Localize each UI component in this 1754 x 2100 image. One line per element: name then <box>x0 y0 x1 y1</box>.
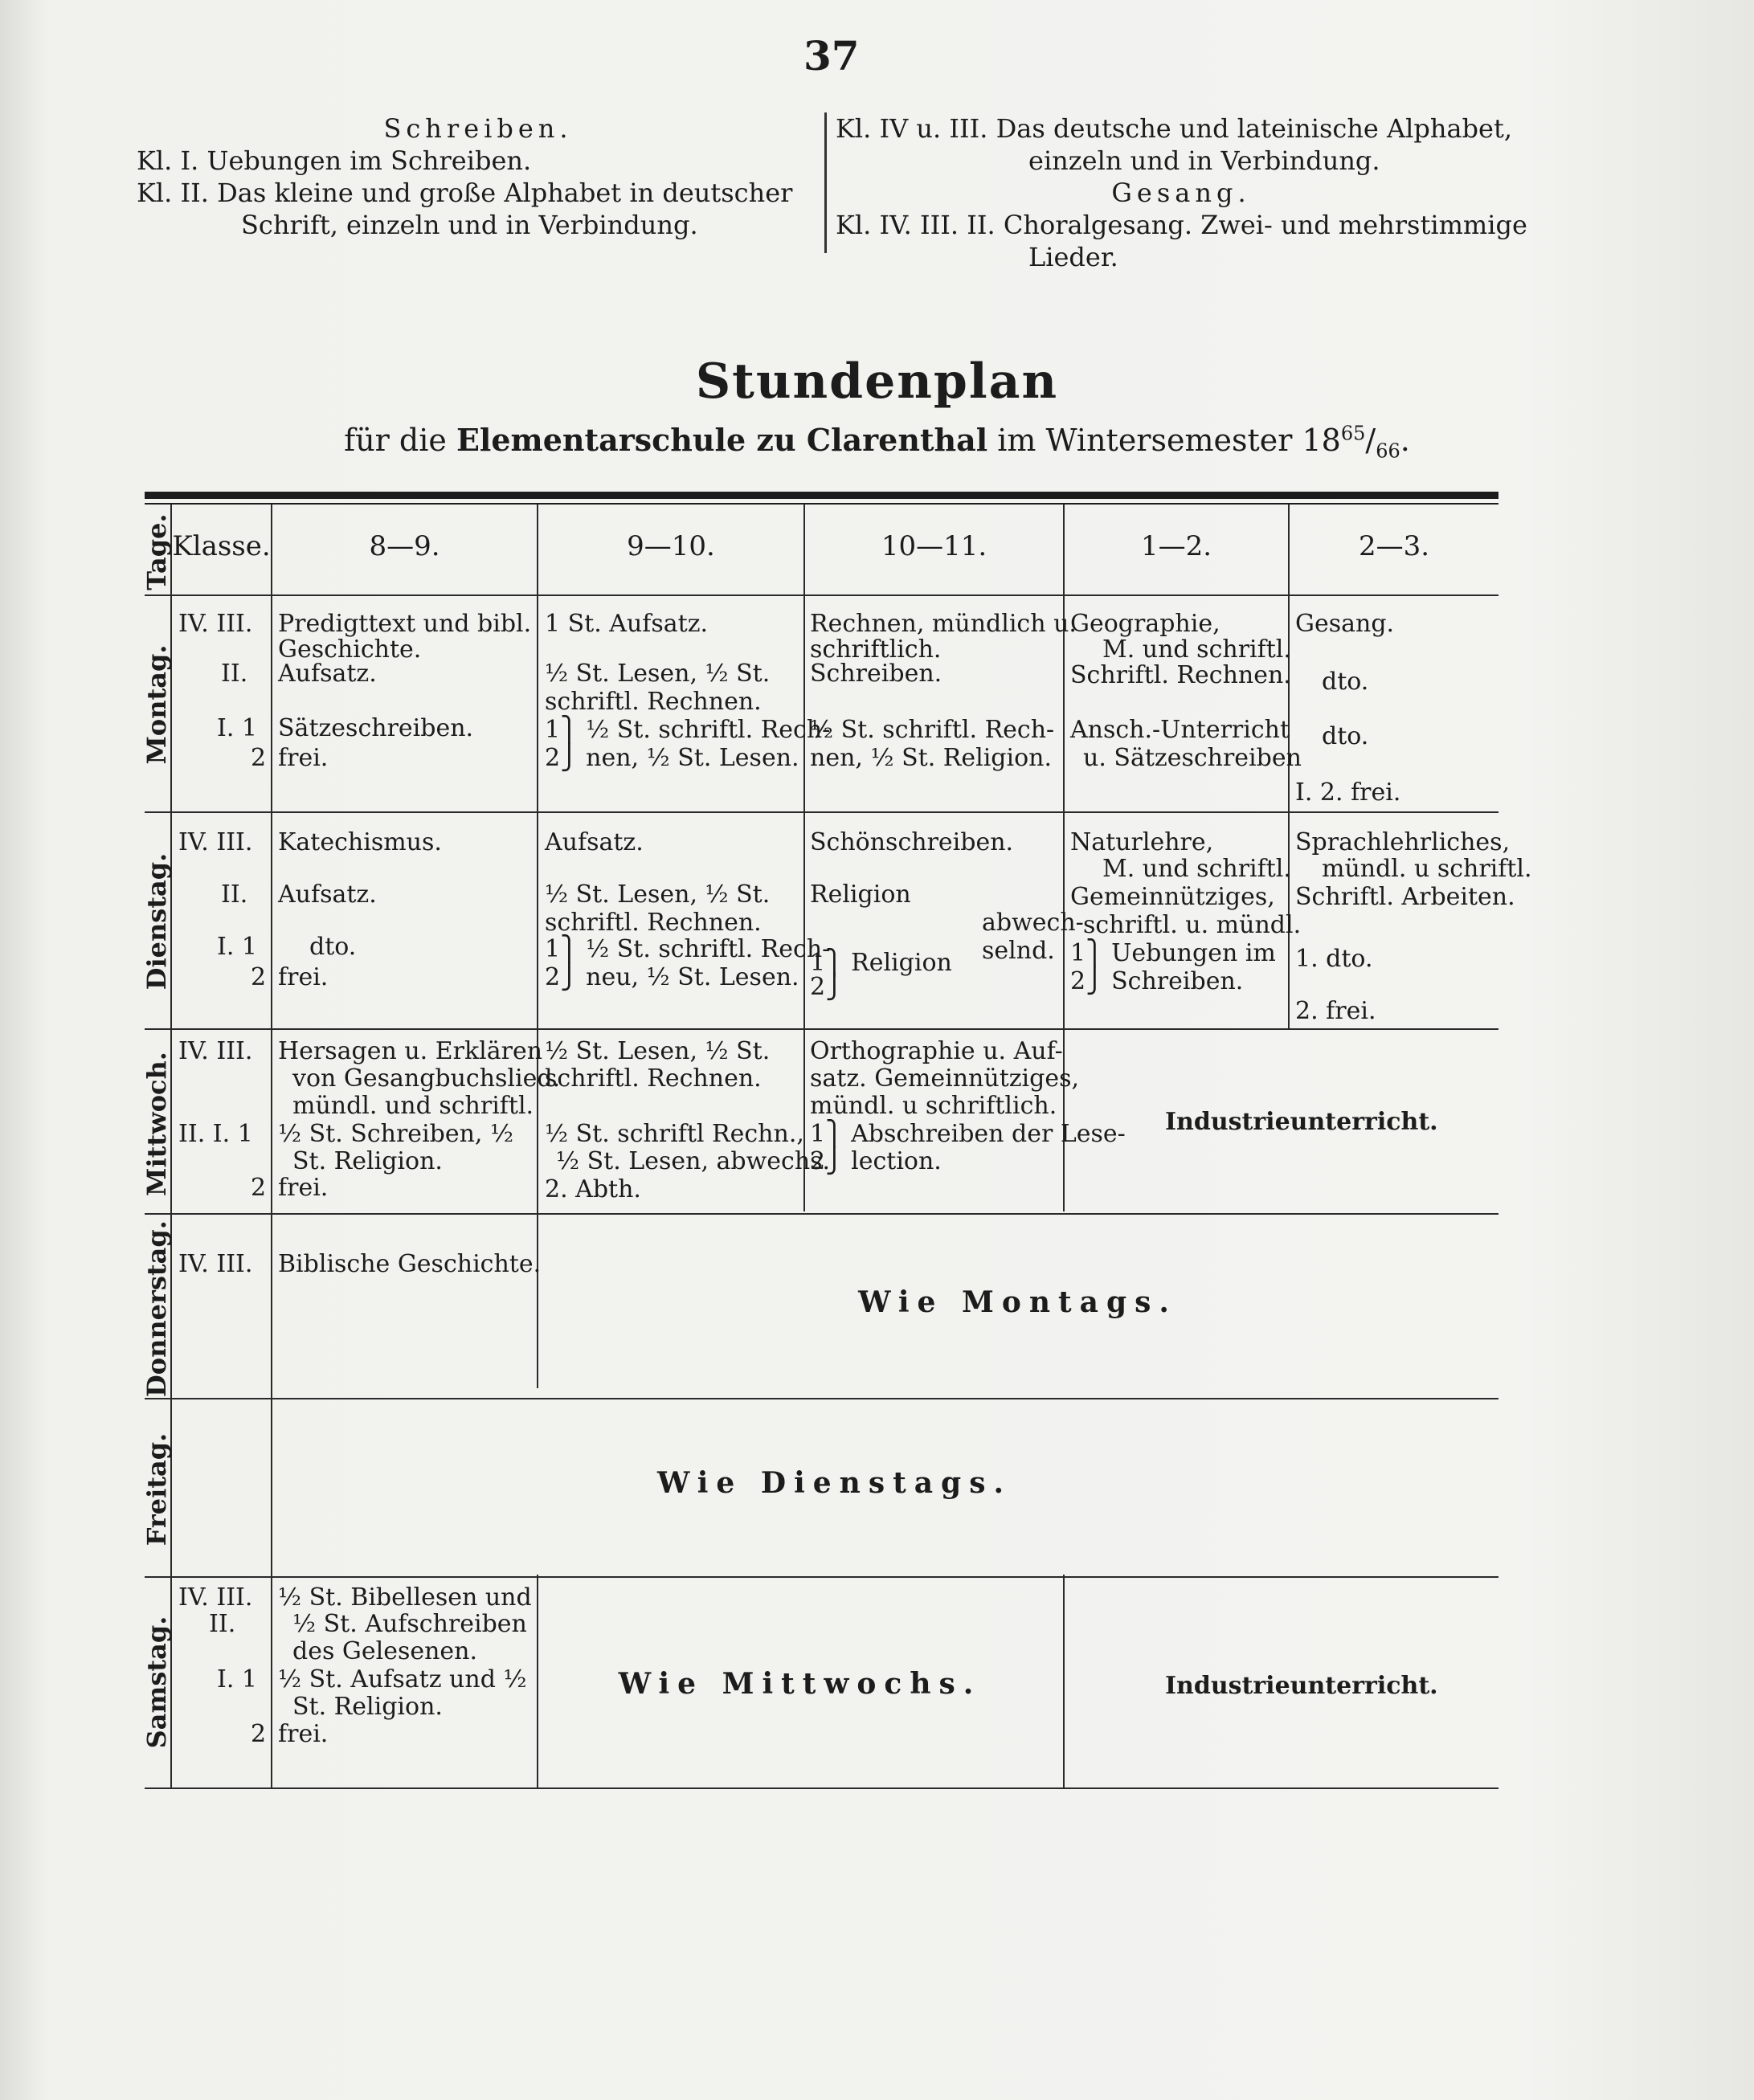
lesson-cell: Katechismus. <box>278 828 442 856</box>
grid-line <box>803 505 805 1211</box>
lesson-cell: Industrieunterricht. <box>1165 1672 1438 1700</box>
page-title: Stundenplan <box>695 353 1059 410</box>
lesson-cell: Aufsatz. <box>278 660 377 688</box>
lesson-cell: 1. dto. <box>1295 945 1373 973</box>
lesson-cell: ½ St. schriftl Rechn., <box>545 1120 804 1148</box>
klasse-cell: I. 1 <box>217 933 258 961</box>
lesson-cell: mündl. u schriftl. <box>1322 855 1532 883</box>
subtitle-year-sub: 66 <box>1376 439 1400 463</box>
lesson-cell: Sprachlehrliches, <box>1295 828 1511 856</box>
lesson-cell: von Gesangbuchslied. <box>292 1064 561 1093</box>
grid-line <box>145 1787 1498 1789</box>
lesson-cell: Schriftl. Arbeiten. <box>1295 883 1515 911</box>
header-slot: 2—3. <box>1358 530 1430 562</box>
klasse-cell: I. 1 <box>217 1665 258 1693</box>
grid-line <box>145 811 1498 813</box>
lesson-cell: Geschichte. <box>278 635 422 664</box>
same-as-mittwoch: Wie Mittwochs. <box>618 1667 982 1701</box>
header-slot: 1—2. <box>1140 530 1212 562</box>
lesson-cell: nen, ½ St. Religion. <box>810 744 1053 772</box>
header-slot: 8—9. <box>369 530 440 562</box>
lesson-cell: 1 St. Aufsatz. <box>545 610 709 638</box>
grid-line <box>271 505 272 1787</box>
lesson-cell: St. Religion. <box>292 1693 443 1721</box>
lesson-cell: Schriftl. Rechnen. <box>1070 661 1291 689</box>
klasse-cell: I. 1 <box>217 714 258 742</box>
subtitle-pre: für die <box>344 423 456 458</box>
lesson-cell: des Gelesenen. <box>292 1637 478 1665</box>
lesson-cell: 1⎫ ½ St. schriftl. Rech- <box>545 935 831 963</box>
lesson-cell: ½ St. Lesen, ½ St. <box>545 880 771 909</box>
lesson-cell: ½ St. Lesen, abwechs. <box>556 1147 831 1175</box>
lesson-cell: 2. Abth. <box>545 1175 641 1203</box>
schreiben-line: Kl. II. Das kleine und große Alphabet in deutscher <box>137 178 793 208</box>
lesson-cell: 1⎫ ½ St. schriftl. Rech- <box>545 716 831 744</box>
lesson-cell: dto. <box>1322 668 1369 696</box>
alphabet-gesang-section <box>836 112 1527 273</box>
lesson-cell: dto. <box>1322 722 1369 750</box>
gesang-line: Lieder. <box>1028 242 1118 272</box>
klasse-cell: IV. III. <box>178 1583 253 1612</box>
lesson-cell: 2⎭ nen, ½ St. Lesen. <box>545 744 799 772</box>
grid-line <box>145 1028 1498 1030</box>
lesson-cell: mündl. und schriftl. <box>292 1092 534 1120</box>
lesson-cell: Gesang. <box>1295 610 1395 638</box>
lesson-cell: abwech- <box>982 909 1084 937</box>
lesson-cell: 2⎭ <box>810 973 844 1001</box>
schreiben-title: Schreiben. <box>383 113 573 144</box>
klasse-cell: 2 <box>251 1174 267 1202</box>
lesson-cell: selnd. <box>982 937 1055 965</box>
alphabet-line: Kl. IV u. III. Das deutsche und lateinische Alphabet, <box>836 113 1512 144</box>
lesson-cell: 2. frei. <box>1295 997 1376 1025</box>
lesson-cell: Predigttext und bibl. <box>278 610 532 638</box>
klasse-cell: II. I. 1 <box>178 1120 253 1148</box>
lesson-cell: Ansch.-Unterricht <box>1070 716 1290 744</box>
lesson-cell: satz. Gemeinnütziges, <box>810 1064 1080 1093</box>
lesson-cell: ½ St. Lesen, ½ St. <box>545 1037 771 1065</box>
subtitle-mid: im Wintersemester 18 <box>987 423 1341 458</box>
lesson-cell: Geographie, <box>1070 610 1220 638</box>
day-samstag: Samstag. <box>141 1616 172 1749</box>
lesson-cell: ½ St. Schreiben, ½ <box>278 1120 514 1148</box>
klasse-cell: 2 <box>251 1720 267 1748</box>
lesson-cell: ½ St. Aufschreiben <box>292 1610 527 1638</box>
gesang-title: Gesang. <box>1111 178 1251 208</box>
header-klasse: Klasse. <box>172 530 271 562</box>
lesson-cell: schriftlich. <box>810 635 942 664</box>
lesson-cell: u. Sätzeschreiben <box>1083 744 1302 772</box>
table-top-rule <box>145 492 1498 499</box>
lesson-cell: schriftl. Rechnen. <box>545 688 762 716</box>
klasse-cell: II. <box>221 660 248 688</box>
lesson-cell: M. und schriftl. <box>1102 635 1291 664</box>
lesson-cell: frei. <box>278 1720 329 1748</box>
lesson-cell: frei. <box>278 1174 329 1202</box>
day-dienstag: Dienstag. <box>141 852 172 991</box>
lesson-cell: 2⎭ neu, ½ St. Lesen. <box>545 963 799 991</box>
lesson-cell: ½ St. Lesen, ½ St. <box>545 660 771 688</box>
grid-line <box>145 1576 1498 1578</box>
gesang-line: Kl. IV. III. II. Choralgesang. Zwei- und mehrstimmige <box>836 210 1527 240</box>
same-as-montag: Wie Montags. <box>858 1285 1177 1319</box>
page-number: 37 <box>803 32 860 80</box>
lesson-cell: Biblische Geschichte. <box>278 1250 542 1278</box>
lesson-cell: Rechnen, mündlich u. <box>810 610 1077 638</box>
same-as-dienstag: Wie Dienstags. <box>656 1466 1012 1500</box>
grid-line <box>145 594 1498 596</box>
schreiben-line: Kl. I. Uebungen im Schreiben. <box>137 145 532 176</box>
lesson-cell: 1⎫ Religion <box>810 949 952 977</box>
lesson-cell: St. Religion. <box>292 1147 443 1175</box>
klasse-cell: IV. III. <box>178 828 253 856</box>
grid-line <box>145 1398 1498 1399</box>
lesson-cell: Industrieunterricht. <box>1165 1108 1438 1136</box>
day-mittwoch: Mittwoch. <box>141 1052 172 1196</box>
lesson-cell: schriftl. Rechnen. <box>545 1064 762 1093</box>
lesson-cell: ½ St. schriftl. Rech- <box>810 716 1055 744</box>
table-top-rule-thin <box>145 503 1498 505</box>
subtitle-school: Elementarschule zu Clarenthal <box>456 422 988 458</box>
lesson-cell: Schreiben. <box>810 660 942 688</box>
lesson-cell: Aufsatz. <box>278 880 377 909</box>
lesson-cell: I. 2. frei. <box>1295 778 1401 807</box>
lesson-cell: 1⎫ Uebungen im <box>1070 939 1276 967</box>
grid-line <box>1063 1575 1065 1787</box>
header-slot: 10—11. <box>881 530 987 562</box>
lesson-cell: ½ St. Aufsatz und ½ <box>278 1665 527 1693</box>
lesson-cell: Religion <box>810 880 911 909</box>
lesson-cell: frei. <box>278 963 329 991</box>
subtitle-year-sup: 65 <box>1340 422 1366 445</box>
lesson-cell: M. und schriftl. <box>1102 855 1291 883</box>
klasse-cell: 2 <box>251 963 267 991</box>
page-subtitle: für die Elementarschule zu Clarenthal im Wintersemester $18^{65}/_{66}$. <box>344 422 1410 463</box>
klasse-cell: 2 <box>251 744 267 772</box>
klasse-cell: IV. III. <box>178 1250 253 1278</box>
klasse-cell: II. <box>209 1610 236 1638</box>
lesson-cell: Gemeinnütziges, <box>1070 883 1275 911</box>
lesson-cell: frei. <box>278 744 329 772</box>
klasse-cell: II. <box>221 880 248 909</box>
schreiben-section <box>137 112 820 241</box>
schreiben-line: Schrift, einzeln und in Verbindung. <box>241 210 698 240</box>
day-donnerstag: Donnerstag. <box>141 1220 172 1397</box>
klasse-cell: IV. III. <box>178 1037 253 1065</box>
lesson-cell: Schönschreiben. <box>810 828 1014 856</box>
alphabet-line: einzeln und in Verbindung. <box>1028 145 1380 176</box>
lesson-cell: schriftl. u. mündl. <box>1083 911 1302 939</box>
lesson-cell: Hersagen u. Erklären <box>278 1037 543 1065</box>
header-slot: 9—10. <box>627 530 715 562</box>
lesson-cell: 2⎭ lection. <box>810 1147 942 1175</box>
lesson-cell: Aufsatz. <box>545 828 644 856</box>
lesson-cell: Sätzeschreiben. <box>278 714 474 742</box>
lesson-cell: Naturlehre, <box>1070 828 1214 856</box>
lesson-cell: ½ St. Bibellesen und <box>278 1583 532 1612</box>
grid-line <box>145 1213 1498 1215</box>
column-divider <box>824 112 827 253</box>
lesson-cell: 1⎫ Abschreiben der Lese- <box>810 1120 1126 1148</box>
day-freitag: Freitag. <box>141 1432 172 1546</box>
lesson-cell: mündl. u schriftlich. <box>810 1092 1057 1120</box>
lesson-cell: dto. <box>309 933 357 961</box>
header-tage: Tage. <box>141 513 172 590</box>
day-montag: Montag. <box>141 644 172 765</box>
klasse-cell: IV. III. <box>178 610 253 638</box>
lesson-cell: Orthographie u. Auf- <box>810 1037 1063 1065</box>
subtitle-end: . <box>1400 423 1410 458</box>
lesson-cell: 2⎭ Schreiben. <box>1070 967 1244 995</box>
lesson-cell: schriftl. Rechnen. <box>545 909 762 937</box>
